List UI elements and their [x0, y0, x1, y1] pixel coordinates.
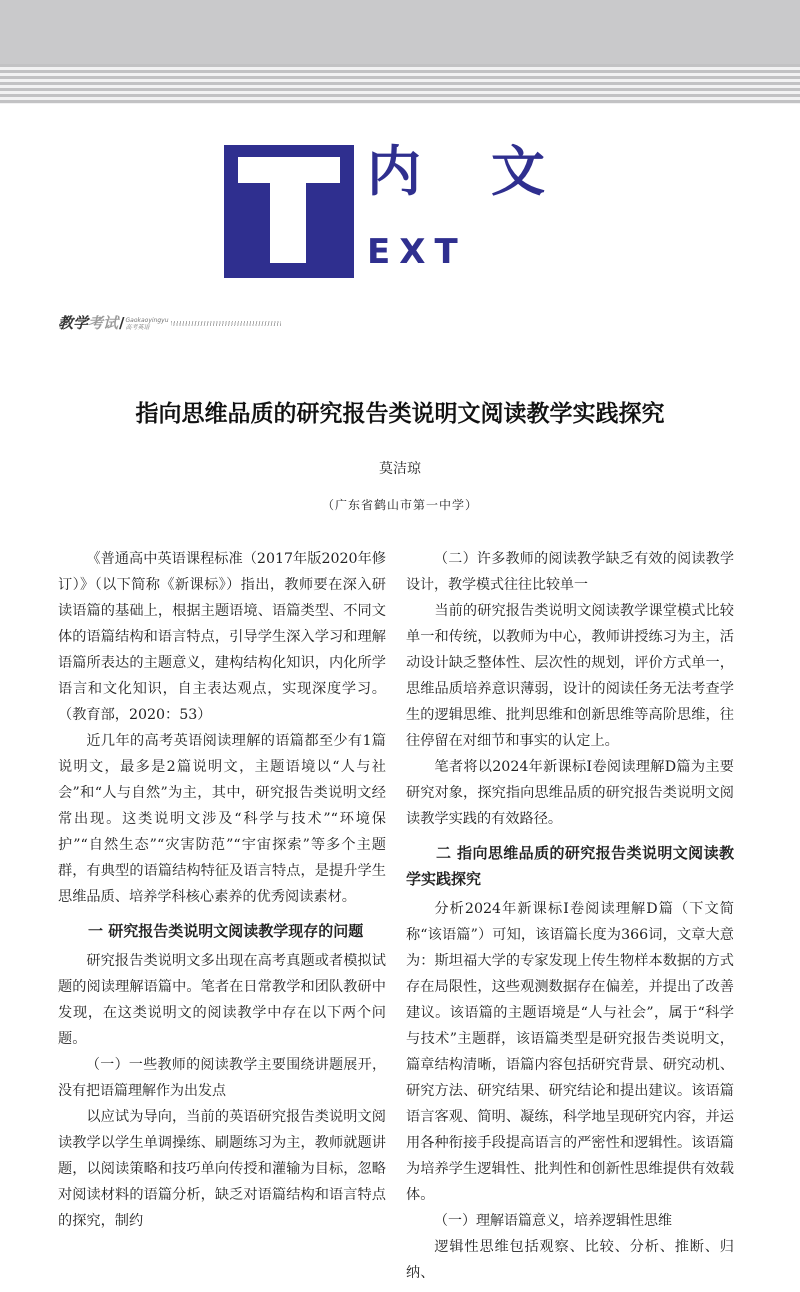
article-title: 指向思维品质的研究报告类说明文阅读教学实践探究 [135, 401, 665, 427]
logo-t-icon [224, 145, 354, 278]
tag-sub-cn: 高考英语 [125, 323, 150, 331]
section-heading: （一）一些教师的阅读教学主要围绕讲题展开，没有把语篇理解作为出发点 [58, 1057, 386, 1099]
paragraph: 近几年的高考英语阅读理解的语篇都至少有1篇说明文，最多是2篇说明文，主题语境以“人与社会”和“人与自然”为主，其中，研究报告类说明文经常出现。这类说明文涉及“科学与技术”“环境保护”“自然生态”“灾害防范”“宇宙探索”等多个主题群，有典型的语篇结构特征及语言特点，是提升学生思维品质、培养学科核心素养的优秀阅读素材。 [58, 733, 386, 905]
logo-english-text: EXT [367, 232, 467, 272]
article-affiliation: （广东省鹤山市第一中学） [321, 498, 478, 512]
right-column [406, 546, 734, 1286]
tag-main-grey: 考试 [88, 314, 119, 332]
logo-chinese-text: 内文 [367, 140, 615, 203]
paragraph: 《普通高中英语课程标准（2017年版2020年修订）》（以下简称《新课标》）指出，教师要在深入研读语篇的基础上，根据主题语境、语篇类型、不同文体的语篇结构和语言特点，引导学生深入学习和理解语篇所表达的主题意义，建构结构化知识，内化所学语言和文化知识，自主表达观点，实现深度学习。（教育部，2020：53） [58, 551, 386, 723]
paragraph: 以应试为导向，当前的英语研究报告类说明文阅读教学以学生单调操练、刷题练习为主，教师就题讲题，以阅读策略和技巧单向传授和灌输为目标，忽略对阅读材料的语篇分析，缺乏对语篇结构和语言特点的探究，制约 [58, 1109, 386, 1229]
left-column [58, 546, 386, 1234]
paragraph: 当前的研究报告类说明文阅读教学课堂模式比较单一和传统，以教师为中心，教师讲授练习为主，活动设计缺乏整体性、层次性的规划，评价方式单一，思维品质培养意识薄弱，设计的阅读任务无法考查学生的逻辑思维、批判思维和创新思维等高阶思维，往往停留在对细节和事实的认定上。 [406, 603, 734, 749]
tag-hatch-decoration [171, 321, 281, 326]
tag-pinyin: Gaokaoyingyu [125, 316, 169, 324]
section-heading: （一）理解语篇意义，培养逻辑性思维 [434, 1213, 672, 1229]
paragraph: 逻辑性思维包括观察、比较、分析、推断、归纳、 [406, 1239, 734, 1281]
section-heading: （二）许多教师的阅读教学缺乏有效的阅读教学设计，教学模式往往比较单一 [406, 551, 734, 593]
tag-main-dark: 教学 [58, 314, 89, 332]
paragraph: 分析2024年新课标Ⅰ卷阅读理解D篇（下文简称“该语篇”）可知，该语篇长度为366词，文章大意为：斯坦福大学的专家发现上传生物样本数据的方式存在局限性，这些观测数据存在偏差，并提出了改善建议。该语篇的主题语境是“人与社会”，属于“科学与技术”主题群，该语篇类型是研究报告类说明文，篇章结构清晰，语篇内容包括研究背景、研究动机、研究方法、研究结果、研究结论和提出建议。该语篇语言客观、简明、凝练，科学地呈现研究内容，并运用各种衔接手段提高语言的严密性和逻辑性。该语篇为培养学生逻辑性、批判性和创新性思维提供有效载体。 [406, 901, 734, 1203]
tag-separator: / [119, 314, 125, 332]
section-heading: 二 指向思维品质的研究报告类说明文阅读教学实践探究 [406, 844, 734, 888]
section-heading: 一 研究报告类说明文阅读教学现存的问题 [88, 922, 364, 940]
section-tag [58, 312, 281, 334]
header-band [0, 0, 800, 104]
paragraph: 笔者将以2024年新课标Ⅰ卷阅读理解D篇为主要研究对象，探究指向思维品质的研究报告类说明文阅读教学实践的有效路径。 [406, 759, 734, 827]
header-stripes [0, 64, 800, 104]
article-author: 莫洁琼 [379, 461, 421, 477]
paragraph: 研究报告类说明文多出现在高考真题或者模拟试题的阅读理解语篇中。笔者在日常教学和团队教研中发现，在这类说明文的阅读教学中存在以下两个问题。 [58, 953, 386, 1047]
